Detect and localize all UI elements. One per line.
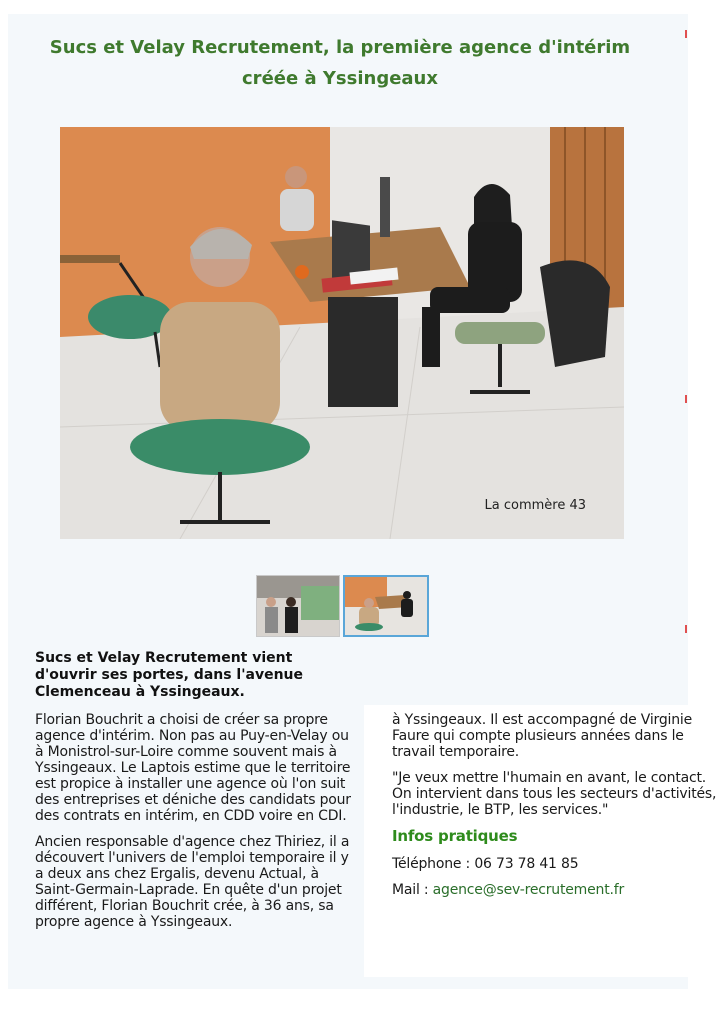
thumbnail-2-selected[interactable] <box>343 575 429 637</box>
paragraph: Florian Bouchrit a choisi de créer sa propre agence d'intérim. Non pas au Puy-en-Velay ou à Monistrol-sur-Loire comme souvent mais à Yssingeaux. Le Laptois estime que le territoire est propice à installer une agence où l'on suit des entreprises et déniche des candidats pour des contrats en intérim, en CDD voire en CDI. <box>35 712 351 824</box>
title-line-1: Sucs et Velay Recrutement, la première agence d'intérim <box>49 37 631 59</box>
phone-label: Téléphone : <box>392 856 475 872</box>
edge-marker <box>685 395 687 403</box>
edge-marker <box>685 625 687 633</box>
photo-credit: La commère 43 <box>484 498 586 513</box>
main-photo <box>60 127 624 539</box>
office-scene-illustration <box>60 127 624 539</box>
mail-link[interactable]: agence@sev-recrutement.fr <box>432 882 625 898</box>
thumbnail-1[interactable] <box>256 575 340 637</box>
phone-number[interactable]: 06 73 78 41 85 <box>474 856 579 872</box>
thumbnail-1-image <box>257 576 339 636</box>
phone-line <box>392 856 717 872</box>
article-column-1 <box>35 712 357 986</box>
paragraph: "Je veux mettre l'humain en avant, le contact. On intervient dans tous les secteurs d'activités, l'industrie, le BTP, les services." <box>392 770 717 818</box>
paragraph: Ancien responsable d'agence chez Thiriez, il a découvert l'univers de l'emploi temporaire il y a deux ans chez Ergalis, devenu Actual, à Saint-Germain-Laprade. En quête d'un projet différent, Florian Bouchrit crée, à 36 ans, sa propre agence à Yssingeaux. <box>35 834 350 930</box>
article-column-2 <box>392 712 717 908</box>
thumbnail-2-image <box>345 577 427 635</box>
mail-line <box>392 882 717 898</box>
edge-marker <box>685 30 687 38</box>
info-heading: Infos pratiques <box>392 827 518 845</box>
article-title <box>30 32 650 94</box>
title-line-2: créée à Yssingeaux <box>242 68 438 90</box>
mail-label: Mail : <box>392 882 433 898</box>
photo-thumbnails <box>256 575 431 637</box>
paragraph: à Yssingeaux. Il est accompagné de Virginie Faure qui compte plusieurs années dans le travail temporaire. <box>392 712 693 760</box>
article-lead: Sucs et Velay Recrutement vient d'ouvrir ses portes, dans l'avenue Clemenceau à Yssingeaux. <box>35 650 304 700</box>
